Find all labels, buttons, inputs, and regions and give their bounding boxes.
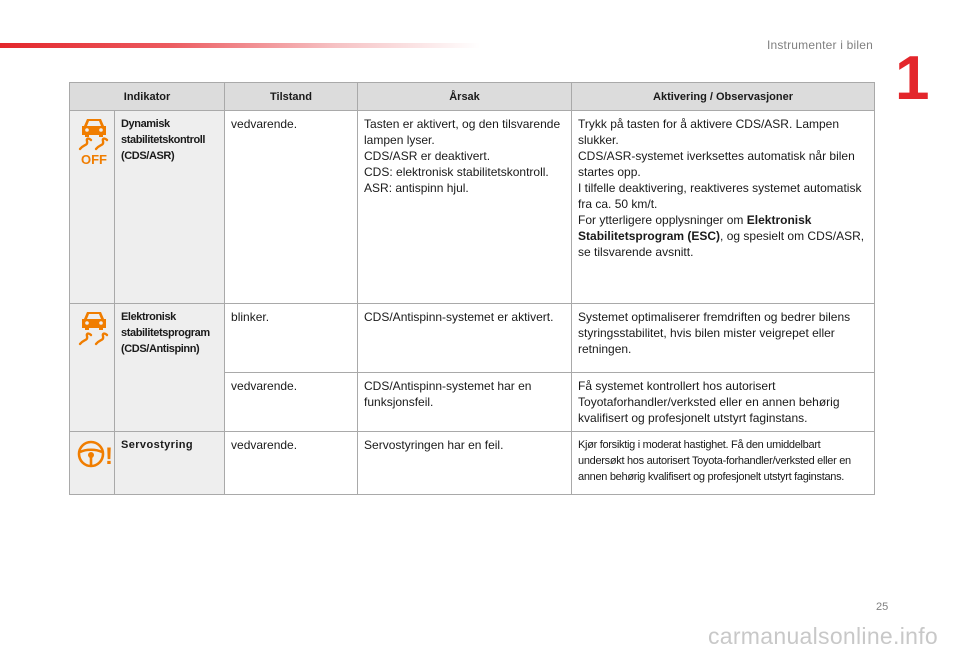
off-label: OFF [81,152,107,166]
indicator-icon-cell [70,111,115,304]
column-header-indikator: Indikator [70,83,225,111]
column-header-arsak: Årsak [358,83,572,111]
indicator-icon-cell [70,304,115,432]
column-header-tilstand: Tilstand [225,83,358,111]
action-cell [572,111,875,304]
indicator-icon-cell [70,432,115,495]
skid-icon [76,309,108,347]
action-cell: Få systemet kontrollert hos autorisert Toyotaforhandler/verksted eller en annen behørig kvalifisert og profesjonelt utstyrt faginstans. [572,373,875,432]
table-row [70,111,875,304]
watermark: carmanualsonline.info [707,623,938,649]
action-text: , og spesielt om CDS/ASR, se tilsvarende avsnitt. [578,229,865,259]
exclamation-mark: ! [105,443,113,470]
steering-wheel-warning-icon [76,437,113,471]
action-cell: Systemet optimaliserer fremdriften og bedrer bilens styringsstabilitet, hvis bilen mister veigrepet eller retningen. [572,304,875,373]
header-accent-bar [0,43,480,48]
cause-cell: CDS/Antispinn-systemet er aktivert. [358,304,572,373]
indicator-name: Elektronisk stabilitetsprogram (CDS/Antispinn) [115,304,225,432]
cause-cell: Servostyringen har en feil. [358,432,572,495]
state-cell: vedvarende. [225,432,358,495]
page-number: 25 [876,601,889,613]
table-row [70,432,875,495]
cause-cell: Tasten er aktivert, og den tilsvarende lampen lyser. CDS/ASR er deaktivert. CDS: elektronisk stabilitetskontroll. ASR: antispinn hjul. [358,111,572,304]
column-header-aktivering: Aktivering / Observasjoner [572,83,875,111]
indicator-name: Servostyring [115,432,225,495]
action-cell: Kjør forsiktig i moderat hastighet. Få den umiddelbart undersøkt hos autorisert Toyota-forhandler/verksted eller en annen behørig kvalifisert og profesjonelt utstyrt faginstans. [572,432,875,495]
section-title: Instrumenter i bilen [766,38,873,52]
action-text: Trykk på tasten for å aktivere CDS/ASR. Lampen slukker. CDS/ASR-systemet iverksettes automatisk når bilen startes opp. I tilfelle deaktivering, reaktiveres systemet automatisk fra ca. 50 km/t. For ytterligere opplysninger om [578,117,862,227]
state-cell: vedvarende. [225,373,358,432]
esc-reference: Elektronisk Stabilitetsprogram (ESC) [578,213,812,243]
state-cell: blinker. [225,304,358,373]
chapter-number: 1 [895,44,930,113]
skid-off-icon [76,116,108,166]
cause-cell: CDS/Antispinn-systemet har en funksjonsfeil. [358,373,572,432]
table-header-row [70,83,875,111]
state-cell: vedvarende. [225,111,358,304]
indicator-table [69,82,875,495]
indicator-name: Dynamisk stabilitetskontroll (CDS/ASR) [115,111,225,304]
table-row [70,304,875,373]
